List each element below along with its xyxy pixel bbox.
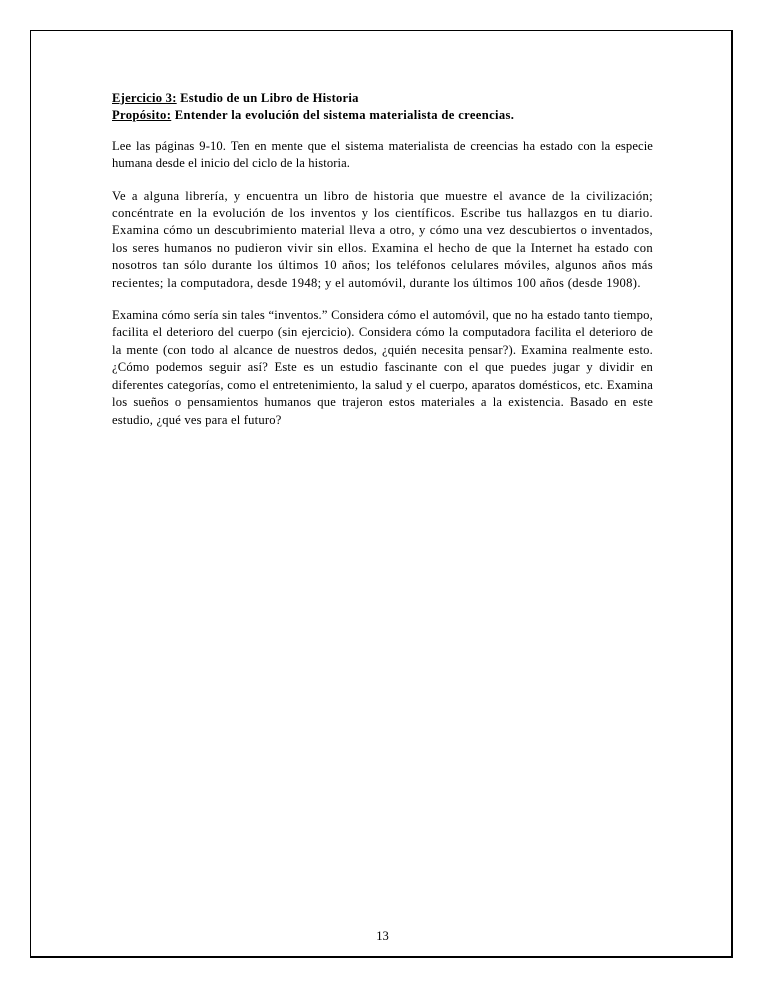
page-number: 13 (376, 929, 389, 943)
paragraph-reading: Lee las páginas 9-10. Ten en mente que el sistema materialista de creencias ha estado con la especie humana desde el inicio del ciclo de la historia. (112, 138, 653, 171)
document-body (112, 90, 653, 429)
purpose-heading (112, 107, 653, 124)
exercise-title: Estudio de un Libro de Historia (176, 91, 359, 105)
paragraph-bookstore: Ve a alguna librería, y encuentra un libro de historia que muestre el avance de la civilización; concéntrate en la evolución de los inventos y los científicos. Escribe tus hallazgos en tu diario. Examina cómo un descubrimiento material lleva a otro, y cómo una vez descubiertos o inventados, los seres humanos no pudieron vivir sin ellos. Examina el hecho de que la Internet ha estado con nosotros tan sólo durante los últimos 10 años; los teléfonos celulares móviles, algunos años más recientes; la computadora, desde 1948; y el automóvil, durante los últimos 100 años (desde 1908). (112, 188, 653, 290)
exercise-heading (112, 90, 653, 107)
exercise-label: Ejercicio 3: (112, 91, 177, 105)
purpose-label: Propósito: (112, 108, 172, 123)
paragraph-inventions: Examina cómo sería sin tales “inventos.” Considera cómo el automóvil, que no ha estado tanto tiempo, facilita el deterioro del cuerpo (sin ejercicio). Considera cómo la computadora facilita el deterioro de la mente (con todo al alcance de nuestros dedos, ¿quién necesita pensar?). Examina realmente esto. ¿Cómo podemos seguir así? Este es un estudio fascinante con el que puedes jugar y dividir en diferentes categorías, como el entretenimiento, la salud y el cuerpo, aparatos domésticos, etc. Examina los sueños o pensamientos humanos que trajeron estos materiales a la existencia. Basado en este estudio, ¿qué ves para el futuro? (112, 308, 653, 427)
purpose-text: Entender la evolución del sistema materialista de creencias. (171, 108, 515, 123)
